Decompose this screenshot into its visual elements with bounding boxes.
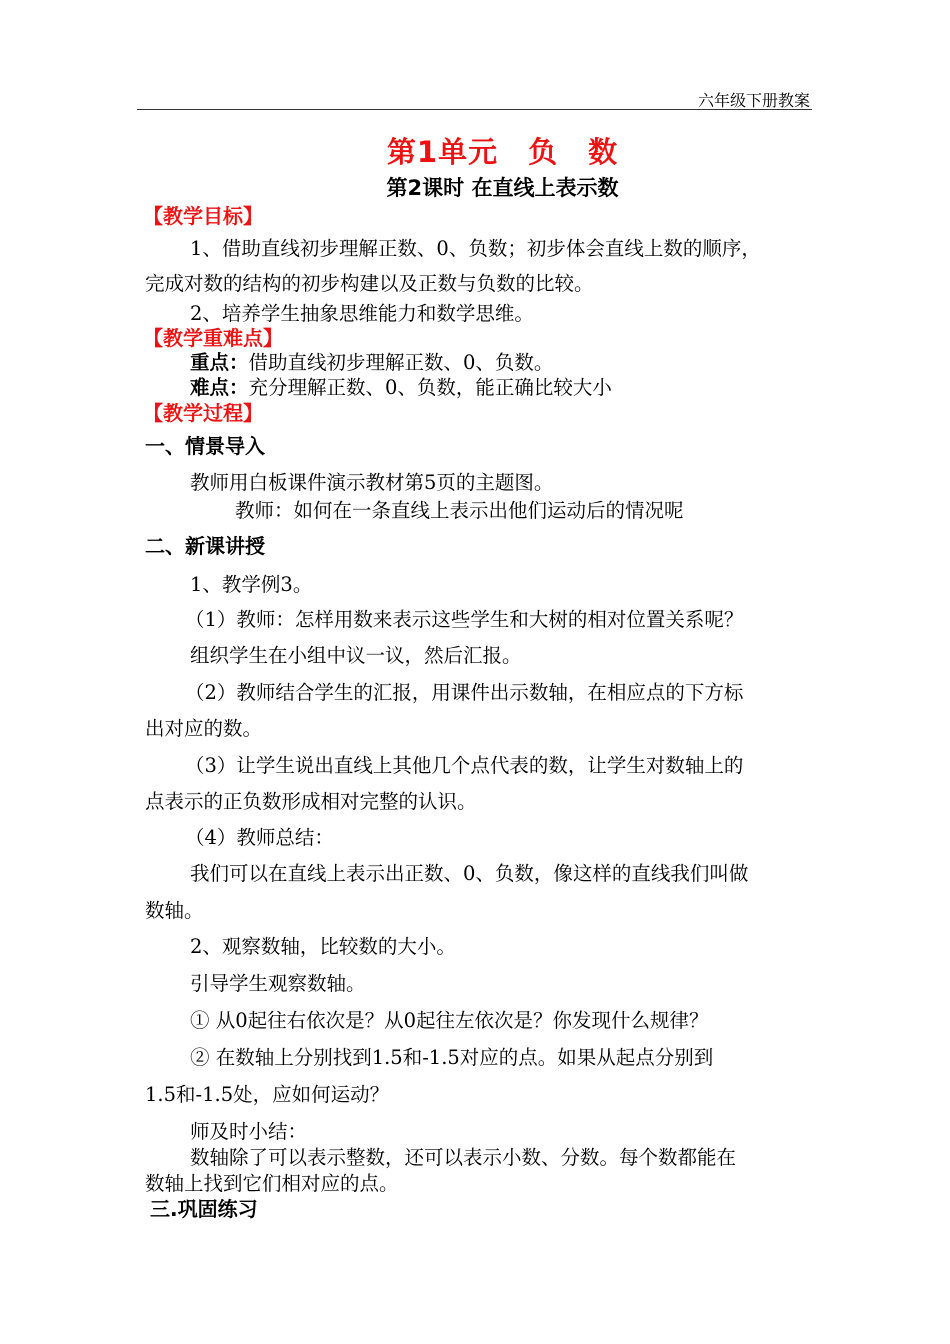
focus-label: 重点： <box>190 351 249 374</box>
difficulty-text: 充分理解正数、0、负数，能正确比较大小 <box>248 376 612 399</box>
section-heading-intro: 一、情景导入 <box>145 434 265 458</box>
objective-line: 完成对数的结构的初步构建以及正数与负数的比较。 <box>145 272 594 295</box>
difficulty-point <box>190 372 612 400</box>
paragraph-line: 教师：如何在一条直线上表示出他们运动后的情况呢 <box>235 499 684 522</box>
paragraph-line: 点表示的正负数形成相对完整的认识。 <box>145 790 477 813</box>
paragraph-line: （2）教师结合学生的汇报，用课件出示数轴，在相应点的下方标 <box>185 681 744 704</box>
paragraph-line: （3）让学生说出直线上其他几个点代表的数，让学生对数轴上的 <box>185 754 744 777</box>
paragraph-line: 数轴。 <box>145 899 204 922</box>
section-heading-practice: 三.巩固练习 <box>150 1197 258 1221</box>
difficulty-label: 难点： <box>190 376 249 399</box>
unit-title: 第1单元 负 数 <box>386 135 619 169</box>
section-heading-new-lesson: 二、新课讲授 <box>145 534 265 558</box>
paragraph-line: 1、教学例3。 <box>190 573 313 596</box>
focus-text: 借助直线初步理解正数、0、负数。 <box>248 351 554 374</box>
objectives-heading: 【教学目标】 <box>143 204 263 228</box>
paragraph-line: 教师用白板课件演示教材第5页的主题图。 <box>190 471 554 494</box>
paragraph-line: 我们可以在直线上表示出正数、0、负数，像这样的直线我们叫做 <box>190 862 749 885</box>
objective-line: 2、培养学生抽象思维能力和数学思维。 <box>190 302 534 325</box>
paragraph-line: ① 从0起往右依次是？从0起往左依次是？你发现什么规律？ <box>190 1009 709 1032</box>
paragraph-line: （4）教师总结： <box>185 826 334 849</box>
lesson-subtitle: 第2课时 在直线上表示数 <box>386 176 619 200</box>
paragraph-line: ② 在数轴上分别找到1.5和-1.5对应的点。如果从起点分别到 <box>190 1046 714 1069</box>
key-points-heading: 【教学重难点】 <box>143 326 283 350</box>
process-heading: 【教学过程】 <box>143 401 263 425</box>
paragraph-line: 数轴上找到它们相对应的点。 <box>145 1172 399 1195</box>
paragraph-line: 师及时小结： <box>190 1120 308 1143</box>
paragraph-line: 1.5和-1.5处，应如何运动？ <box>145 1083 390 1106</box>
header-divider <box>137 109 812 110</box>
paragraph-line: 数轴除了可以表示整数，还可以表示小数、分数。每个数都能在 <box>190 1146 737 1169</box>
paragraph-line: （1）教师：怎样用数来表示这些学生和大树的相对位置关系呢？ <box>185 608 744 631</box>
focus-point <box>190 347 553 375</box>
paragraph-line: 2、观察数轴，比较数的大小。 <box>190 935 456 958</box>
paragraph-line: 组织学生在小组中议一议，然后汇报。 <box>190 644 522 667</box>
paragraph-line: 引导学生观察数轴。 <box>190 972 366 995</box>
page-header: 六年级下册教案 <box>697 91 810 110</box>
objective-line: 1、借助直线初步理解正数、0、负数；初步体会直线上数的顺序， <box>190 237 761 260</box>
paragraph-line: 出对应的数。 <box>145 717 263 740</box>
